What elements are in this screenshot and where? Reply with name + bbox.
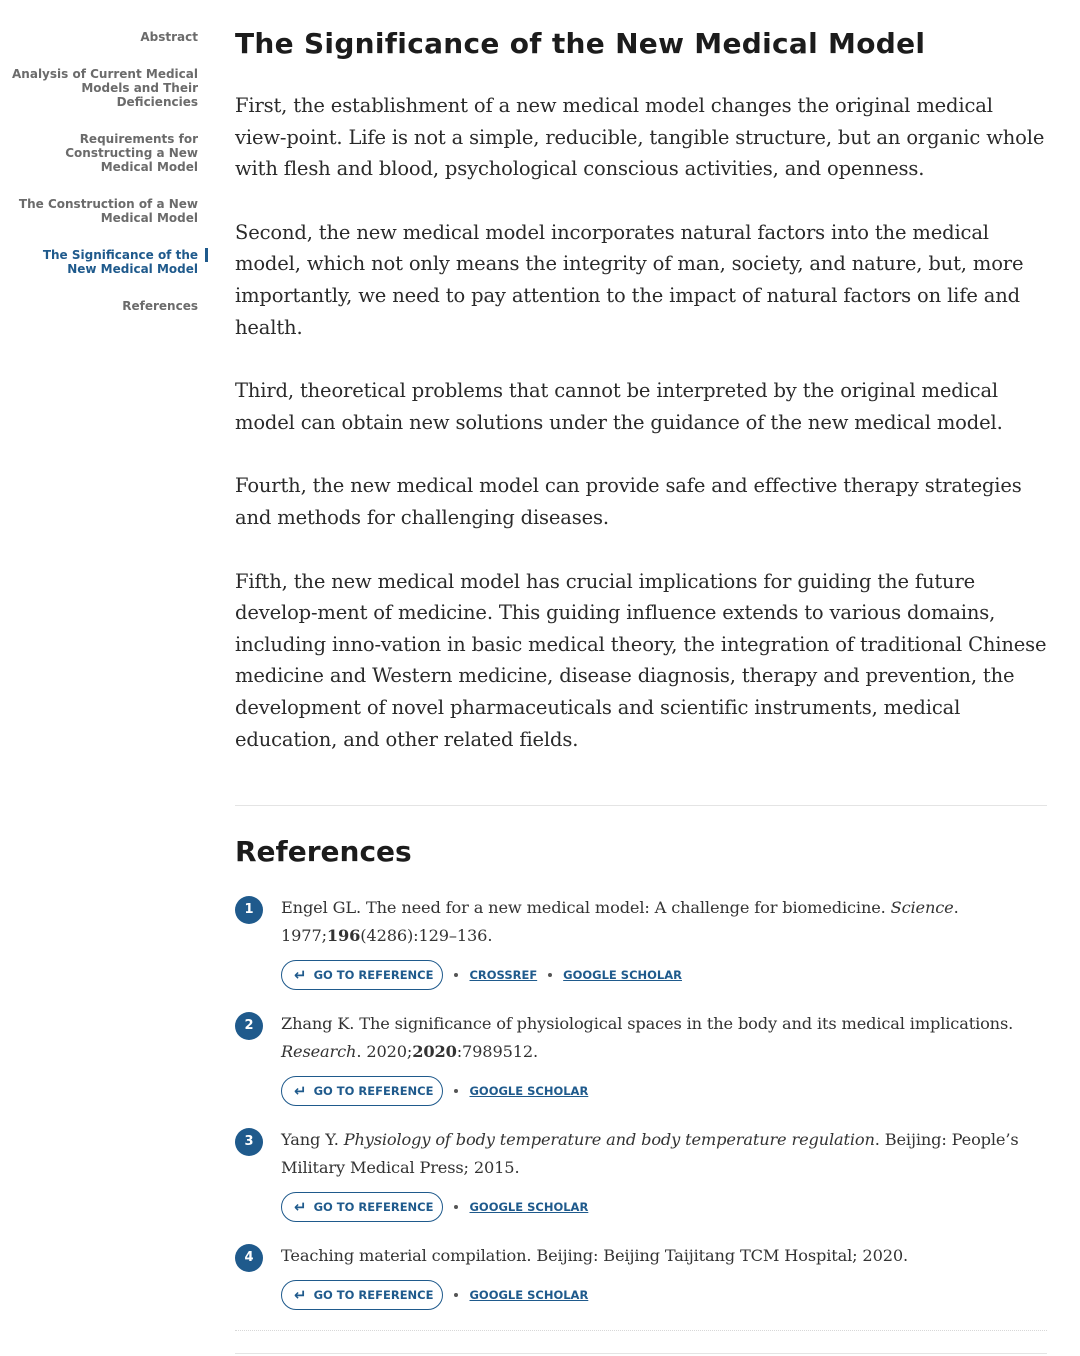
google-scholar-link[interactable]: GOOGLE SCHOLAR xyxy=(469,1084,589,1099)
reference-actions xyxy=(281,1280,1047,1310)
citation-mid: . 1977; xyxy=(281,898,959,946)
citation-journal: Research xyxy=(281,1042,357,1062)
reference-citation xyxy=(281,1126,1047,1182)
paragraph-3: Third, theoretical problems that cannot be interpreted by the original medical model can obtain new solutions under the guidance of the new medical model. xyxy=(235,379,1003,434)
toc-item-4[interactable]: The Significance of the New Medical Model xyxy=(0,248,198,276)
toc-item-0[interactable]: Abstract xyxy=(140,30,198,44)
reference-citation xyxy=(281,1242,1047,1270)
citation-pre: Engel GL. The need for a new medical model: A challenge for biomedicine. xyxy=(281,898,891,918)
citation-post: :7989512. xyxy=(456,1042,539,1062)
go-to-reference-label: GO TO REFERENCE xyxy=(313,1084,434,1099)
bottom-divider xyxy=(235,1353,1047,1354)
reference-citation xyxy=(281,1010,1047,1066)
citation-volume: 196 xyxy=(326,926,361,946)
reference-number-badge: 2 xyxy=(235,1012,263,1040)
citation-journal: Physiology of body temperature and body temperature regulation xyxy=(343,1130,875,1150)
separator-dot xyxy=(454,1089,458,1093)
section-body xyxy=(235,90,1047,755)
go-to-reference-button[interactable] xyxy=(281,1192,443,1222)
reference-actions xyxy=(281,960,1047,990)
table-of-contents xyxy=(0,30,198,336)
go-to-reference-button[interactable] xyxy=(281,1076,443,1106)
reference-item xyxy=(235,1010,1047,1106)
citation-pre: Yang Y. xyxy=(281,1130,344,1150)
return-arrow-icon: ↵ xyxy=(294,1198,307,1217)
reference-item xyxy=(235,1126,1047,1222)
reference-number-badge: 1 xyxy=(235,896,263,924)
go-to-reference-button[interactable] xyxy=(281,1280,443,1310)
go-to-reference-label: GO TO REFERENCE xyxy=(313,1288,434,1303)
citation-mid: . 2020; xyxy=(356,1042,413,1062)
separator-dot xyxy=(454,973,458,977)
crossref-link[interactable]: CROSSREF xyxy=(469,968,538,983)
reference-citation xyxy=(281,894,1047,950)
paragraph-2: Second, the new medical model incorporates natural factors into the medical model, which not only means the integrity of man, society, and nature, but, more importantly, we need to pay attention to the impact of natural factors on life and health. xyxy=(235,220,1024,339)
separator-dot xyxy=(454,1205,458,1209)
citation-volume: 2020 xyxy=(412,1042,457,1062)
go-to-reference-button[interactable] xyxy=(281,960,443,990)
separator-dot xyxy=(454,1293,458,1297)
go-to-reference-label: GO TO REFERENCE xyxy=(313,968,434,983)
toc-item-3[interactable]: The Construction of a New Medical Model xyxy=(18,197,198,225)
reference-item xyxy=(235,1242,1047,1310)
go-to-reference-label: GO TO REFERENCE xyxy=(313,1200,434,1215)
return-arrow-icon: ↵ xyxy=(294,1286,307,1305)
google-scholar-link[interactable]: GOOGLE SCHOLAR xyxy=(469,1200,589,1215)
return-arrow-icon: ↵ xyxy=(294,966,307,985)
section-divider xyxy=(235,805,1047,806)
reference-actions xyxy=(281,1076,1047,1106)
citation-mid: . Beijing: People’s Military Medical Press; 2015. xyxy=(281,1130,1019,1178)
reference-item xyxy=(235,894,1047,990)
citation-post: (4286):129–136. xyxy=(360,926,493,946)
google-scholar-link[interactable]: GOOGLE SCHOLAR xyxy=(469,1288,589,1303)
paragraph-4: Fourth, the new medical model can provide safe and effective therapy strategies and methods for challenging diseases. xyxy=(235,474,1022,529)
toc-item-1[interactable]: Analysis of Current Medical Models and Their Deficiencies xyxy=(12,67,198,109)
reference-number-badge: 3 xyxy=(235,1128,263,1156)
references-end-divider xyxy=(235,1330,1047,1331)
reference-actions xyxy=(281,1192,1047,1222)
return-arrow-icon: ↵ xyxy=(294,1082,307,1101)
main-content xyxy=(235,0,1047,1331)
references-list xyxy=(235,894,1047,1310)
section-title: The Significance of the New Medical Model xyxy=(235,27,926,60)
references-title: References xyxy=(235,835,412,869)
reference-number-badge: 4 xyxy=(235,1244,263,1272)
paragraph-1: First, the establishment of a new medical model changes the original medical view-point. Life is not a simple, reducible, tangible structure, but an organic whole with flesh and blood, psychological conscious activities, and openness. xyxy=(235,94,1045,181)
citation-pre: Zhang K. The significance of physiological spaces in the body and its medical implications. xyxy=(281,1014,1014,1034)
toc-item-5[interactable]: References xyxy=(122,299,198,313)
paragraph-5: Fifth, the new medical model has crucial implications for guiding the future develop-ment of medicine. This guiding influence extends to various domains, including inno-vation in basic medical theory, the integration of traditional Chinese medicine and Western medicine, disease diagnosis, therapy and prevention, the development of novel pharmaceuticals and scientific instruments, medical education, and other related fields. xyxy=(235,569,1047,751)
citation-journal: Science xyxy=(890,898,954,918)
toc-item-2[interactable]: Requirements for Constructing a New Medical Model xyxy=(65,132,198,174)
google-scholar-link[interactable]: GOOGLE SCHOLAR xyxy=(563,968,682,983)
citation-pre: Teaching material compilation. Beijing: Beijing Taijitang TCM Hospital; 2020. xyxy=(281,1246,909,1266)
separator-dot xyxy=(548,973,552,977)
